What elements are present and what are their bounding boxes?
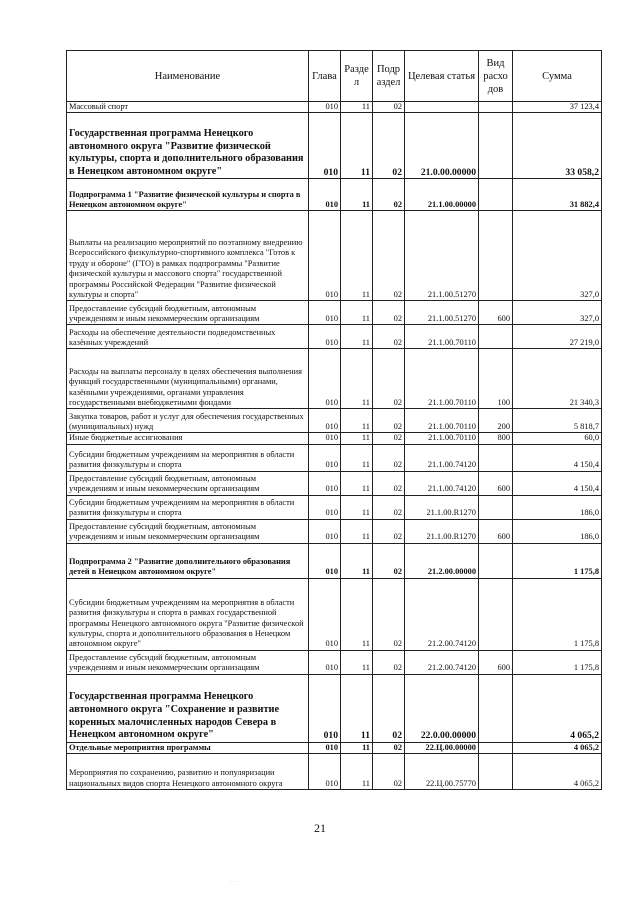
cell-section: 11 [341, 349, 373, 409]
table-row [67, 471, 602, 495]
cell-expense-type [479, 674, 513, 742]
cell-target: 21.2.00.74120 [405, 650, 479, 674]
cell-subsection: 02 [373, 325, 405, 349]
cell-name: Отдельные мероприятия программы [67, 742, 309, 753]
cell-expense-type [479, 102, 513, 113]
cell-subsection: 02 [373, 650, 405, 674]
cell-chapter: 010 [309, 113, 341, 179]
header-expense-type: Вид расхо дов [479, 51, 513, 102]
table-row [67, 754, 602, 790]
cell-expense-type [479, 113, 513, 179]
cell-section: 11 [341, 409, 373, 433]
cell-target: 21.1.00.R1270 [405, 495, 479, 519]
header-name: Наименование [67, 51, 309, 102]
cell-name: Субсидии бюджетным учреждениям на мероприятия в области развития физкультуры и спорта в рамках государственной программы Ненецкого автономного округа "Развитие физической культуры, спорта и дополнительного образования в Ненецком автономном округе" [67, 578, 309, 650]
cell-target: 22.Ц.00.00000 [405, 742, 479, 753]
cell-amount: 1 175,8 [513, 543, 602, 578]
page-number: 21 [314, 821, 326, 835]
table-row [67, 543, 602, 578]
cell-target: 21.1.00.74120 [405, 444, 479, 471]
cell-name: Субсидии бюджетным учреждениям на мероприятия в области развития физкультуры и спорта [67, 495, 309, 519]
cell-name: Мероприятия по сохранению, развитию и популяризации национальных видов спорта Ненецкого автономного округа [67, 754, 309, 790]
cell-section: 11 [341, 519, 373, 543]
cell-expense-type [479, 578, 513, 650]
cell-name: Предоставление субсидий бюджетным, автономным учреждениям и иным некоммерческим организациям [67, 519, 309, 543]
cell-chapter: 010 [309, 742, 341, 753]
cell-name: Предоставление субсидий бюджетным, автономным учреждениям и иным некоммерческим организациям [67, 301, 309, 325]
cell-expense-type [479, 495, 513, 519]
cell-section: 11 [341, 578, 373, 650]
cell-subsection: 02 [373, 495, 405, 519]
header-subsection: Подр аздел [373, 51, 405, 102]
cell-expense-type [479, 543, 513, 578]
cell-subsection: 02 [373, 578, 405, 650]
cell-expense-type [479, 444, 513, 471]
table-row [67, 179, 602, 211]
cell-target: 22.Ц.00.75770 [405, 754, 479, 790]
table-row [67, 113, 602, 179]
cell-subsection: 02 [373, 543, 405, 578]
table-row [67, 325, 602, 349]
cell-subsection: 02 [373, 211, 405, 301]
cell-name: Подпрограмма 2 "Развитие дополнительного образования детей в Ненецком автономном округе" [67, 543, 309, 578]
cell-name: Закупка товаров, работ и услуг для обеспечения государственных (муниципальных) нужд [67, 409, 309, 433]
cell-chapter: 010 [309, 578, 341, 650]
cell-expense-type: 200 [479, 409, 513, 433]
cell-expense-type: 600 [479, 301, 513, 325]
table-row [67, 578, 602, 650]
cell-target: 21.2.00.00000 [405, 543, 479, 578]
cell-target: 22.0.00.00000 [405, 674, 479, 742]
cell-subsection: 02 [373, 409, 405, 433]
cell-name: Предоставление субсидий бюджетным, автономным учреждениям и иным некоммерческим организациям [67, 471, 309, 495]
cell-expense-type [479, 742, 513, 753]
cell-subsection: 02 [373, 301, 405, 325]
cell-target: 21.1.00.51270 [405, 301, 479, 325]
cell-subsection: 02 [373, 102, 405, 113]
cell-amount: 327,0 [513, 211, 602, 301]
cell-target: 21.1.00.70110 [405, 433, 479, 444]
cell-section: 11 [341, 754, 373, 790]
cell-expense-type [479, 754, 513, 790]
cell-target [405, 102, 479, 113]
cell-target: 21.1.00.51270 [405, 211, 479, 301]
cell-chapter: 010 [309, 349, 341, 409]
cell-name: Расходы на обеспечение деятельности подведомственных казённых учреждений [67, 325, 309, 349]
cell-chapter: 010 [309, 471, 341, 495]
cell-amount: 4 065,2 [513, 754, 602, 790]
table-row [67, 650, 602, 674]
cell-expense-type: 600 [479, 519, 513, 543]
cell-amount: 4 150,4 [513, 471, 602, 495]
cell-section: 11 [341, 742, 373, 753]
cell-section: 11 [341, 102, 373, 113]
cell-expense-type: 800 [479, 433, 513, 444]
table-row [67, 444, 602, 471]
cell-section: 11 [341, 179, 373, 211]
cell-expense-type: 100 [479, 349, 513, 409]
cell-subsection: 02 [373, 742, 405, 753]
cell-name: Подпрограмма 1 "Развитие физической культуры и спорта в Ненецком автономном округе" [67, 179, 309, 211]
cell-target: 21.2.00.74120 [405, 578, 479, 650]
cell-amount: 327,0 [513, 301, 602, 325]
cell-amount: 186,0 [513, 519, 602, 543]
cell-target: 21.1.00.70110 [405, 409, 479, 433]
cell-amount: 1 175,8 [513, 650, 602, 674]
cell-section: 11 [341, 543, 373, 578]
cell-expense-type [479, 211, 513, 301]
table-row [67, 349, 602, 409]
header-target: Целевая статья [405, 51, 479, 102]
table-row [67, 742, 602, 753]
cell-subsection: 02 [373, 754, 405, 790]
cell-name: Государственная программа Ненецкого автономного округа "Сохранение и развитие коренных малочисленных народов Севера в Ненецком автономном округе" [67, 674, 309, 742]
cell-chapter: 010 [309, 433, 341, 444]
cell-chapter: 010 [309, 211, 341, 301]
cell-name: Выплаты на реализацию мероприятий по поэтапному внедрению Всероссийского физкультурно-спортивного комплекса "Готов к труду и обороне" (ГТО) в рамках подпрограммы "Развитие физической культуры и массового спорта" государственной программы Российской Федерации "Развитие физической культуры и спорта" [67, 211, 309, 301]
cell-section: 11 [341, 444, 373, 471]
cell-amount: 1 175,8 [513, 578, 602, 650]
cell-chapter: 010 [309, 179, 341, 211]
cell-name: Предоставление субсидий бюджетным, автономным учреждениям и иным некоммерческим организациям [67, 650, 309, 674]
cell-chapter: 010 [309, 754, 341, 790]
table-row [67, 495, 602, 519]
cell-amount: 37 123,4 [513, 102, 602, 113]
cell-name: Государственная программа Ненецкого автономного округа "Развитие физической культуры, спорта и дополнительного образования в Ненецком автономном округе" [67, 113, 309, 179]
cell-subsection: 02 [373, 519, 405, 543]
cell-section: 11 [341, 433, 373, 444]
cell-name: Массовый спорт [67, 102, 309, 113]
header-amount: Сумма [513, 51, 602, 102]
cell-chapter: 010 [309, 102, 341, 113]
table-row [67, 433, 602, 444]
cell-chapter: 010 [309, 543, 341, 578]
cell-chapter: 010 [309, 444, 341, 471]
table-row [67, 102, 602, 113]
cell-section: 11 [341, 471, 373, 495]
cell-section: 11 [341, 495, 373, 519]
cell-subsection: 02 [373, 433, 405, 444]
cell-expense-type: 600 [479, 650, 513, 674]
cell-amount: 4 065,2 [513, 742, 602, 753]
cell-chapter: 010 [309, 495, 341, 519]
cell-amount: 31 882,4 [513, 179, 602, 211]
cell-subsection: 02 [373, 471, 405, 495]
cell-section: 11 [341, 301, 373, 325]
table-header-row [67, 51, 602, 102]
header-chapter: Глава [309, 51, 341, 102]
table-row [67, 211, 602, 301]
table-row [67, 519, 602, 543]
cell-expense-type [479, 325, 513, 349]
cell-expense-type: 600 [479, 471, 513, 495]
cell-subsection: 02 [373, 113, 405, 179]
cell-name: Иные бюджетные ассигнования [67, 433, 309, 444]
cell-chapter: 010 [309, 409, 341, 433]
table-row [67, 301, 602, 325]
cell-subsection: 02 [373, 349, 405, 409]
cell-amount: 27 219,0 [513, 325, 602, 349]
cell-name: Расходы на выплаты персоналу в целях обеспечения выполнения функций государственными (муниципальными) органами, казёнными учреждениями, органами управления государственными внебюджетными фондами [67, 349, 309, 409]
cell-chapter: 010 [309, 650, 341, 674]
cell-target: 21.1.00.00000 [405, 179, 479, 211]
cell-section: 11 [341, 325, 373, 349]
cell-amount: 4 065,2 [513, 674, 602, 742]
cell-amount: 21 340,3 [513, 349, 602, 409]
cell-subsection: 02 [373, 674, 405, 742]
cell-amount: 5 818,7 [513, 409, 602, 433]
cell-target: 21.1.00.70110 [405, 349, 479, 409]
cell-amount: 186,0 [513, 495, 602, 519]
table-row [67, 409, 602, 433]
cell-section: 11 [341, 211, 373, 301]
cell-target: 21.0.00.00000 [405, 113, 479, 179]
cell-section: 11 [341, 674, 373, 742]
cell-target: 21.1.00.74120 [405, 471, 479, 495]
cell-chapter: 010 [309, 674, 341, 742]
cell-amount: 4 150,4 [513, 444, 602, 471]
cell-section: 11 [341, 650, 373, 674]
cell-chapter: 010 [309, 325, 341, 349]
cell-name: Субсидии бюджетным учреждениям на мероприятия в области развития физкультуры и спорта [67, 444, 309, 471]
header-section: Разде л [341, 51, 373, 102]
cell-amount: 33 058,2 [513, 113, 602, 179]
cell-target: 21.1.00.R1270 [405, 519, 479, 543]
scan-artifact: · · · [230, 880, 238, 885]
cell-subsection: 02 [373, 179, 405, 211]
cell-amount: 60,0 [513, 433, 602, 444]
cell-chapter: 010 [309, 301, 341, 325]
table-body [67, 102, 602, 790]
cell-expense-type [479, 179, 513, 211]
cell-subsection: 02 [373, 444, 405, 471]
cell-section: 11 [341, 113, 373, 179]
budget-table [66, 50, 602, 790]
cell-chapter: 010 [309, 519, 341, 543]
cell-target: 21.1.00.70110 [405, 325, 479, 349]
table-row [67, 674, 602, 742]
